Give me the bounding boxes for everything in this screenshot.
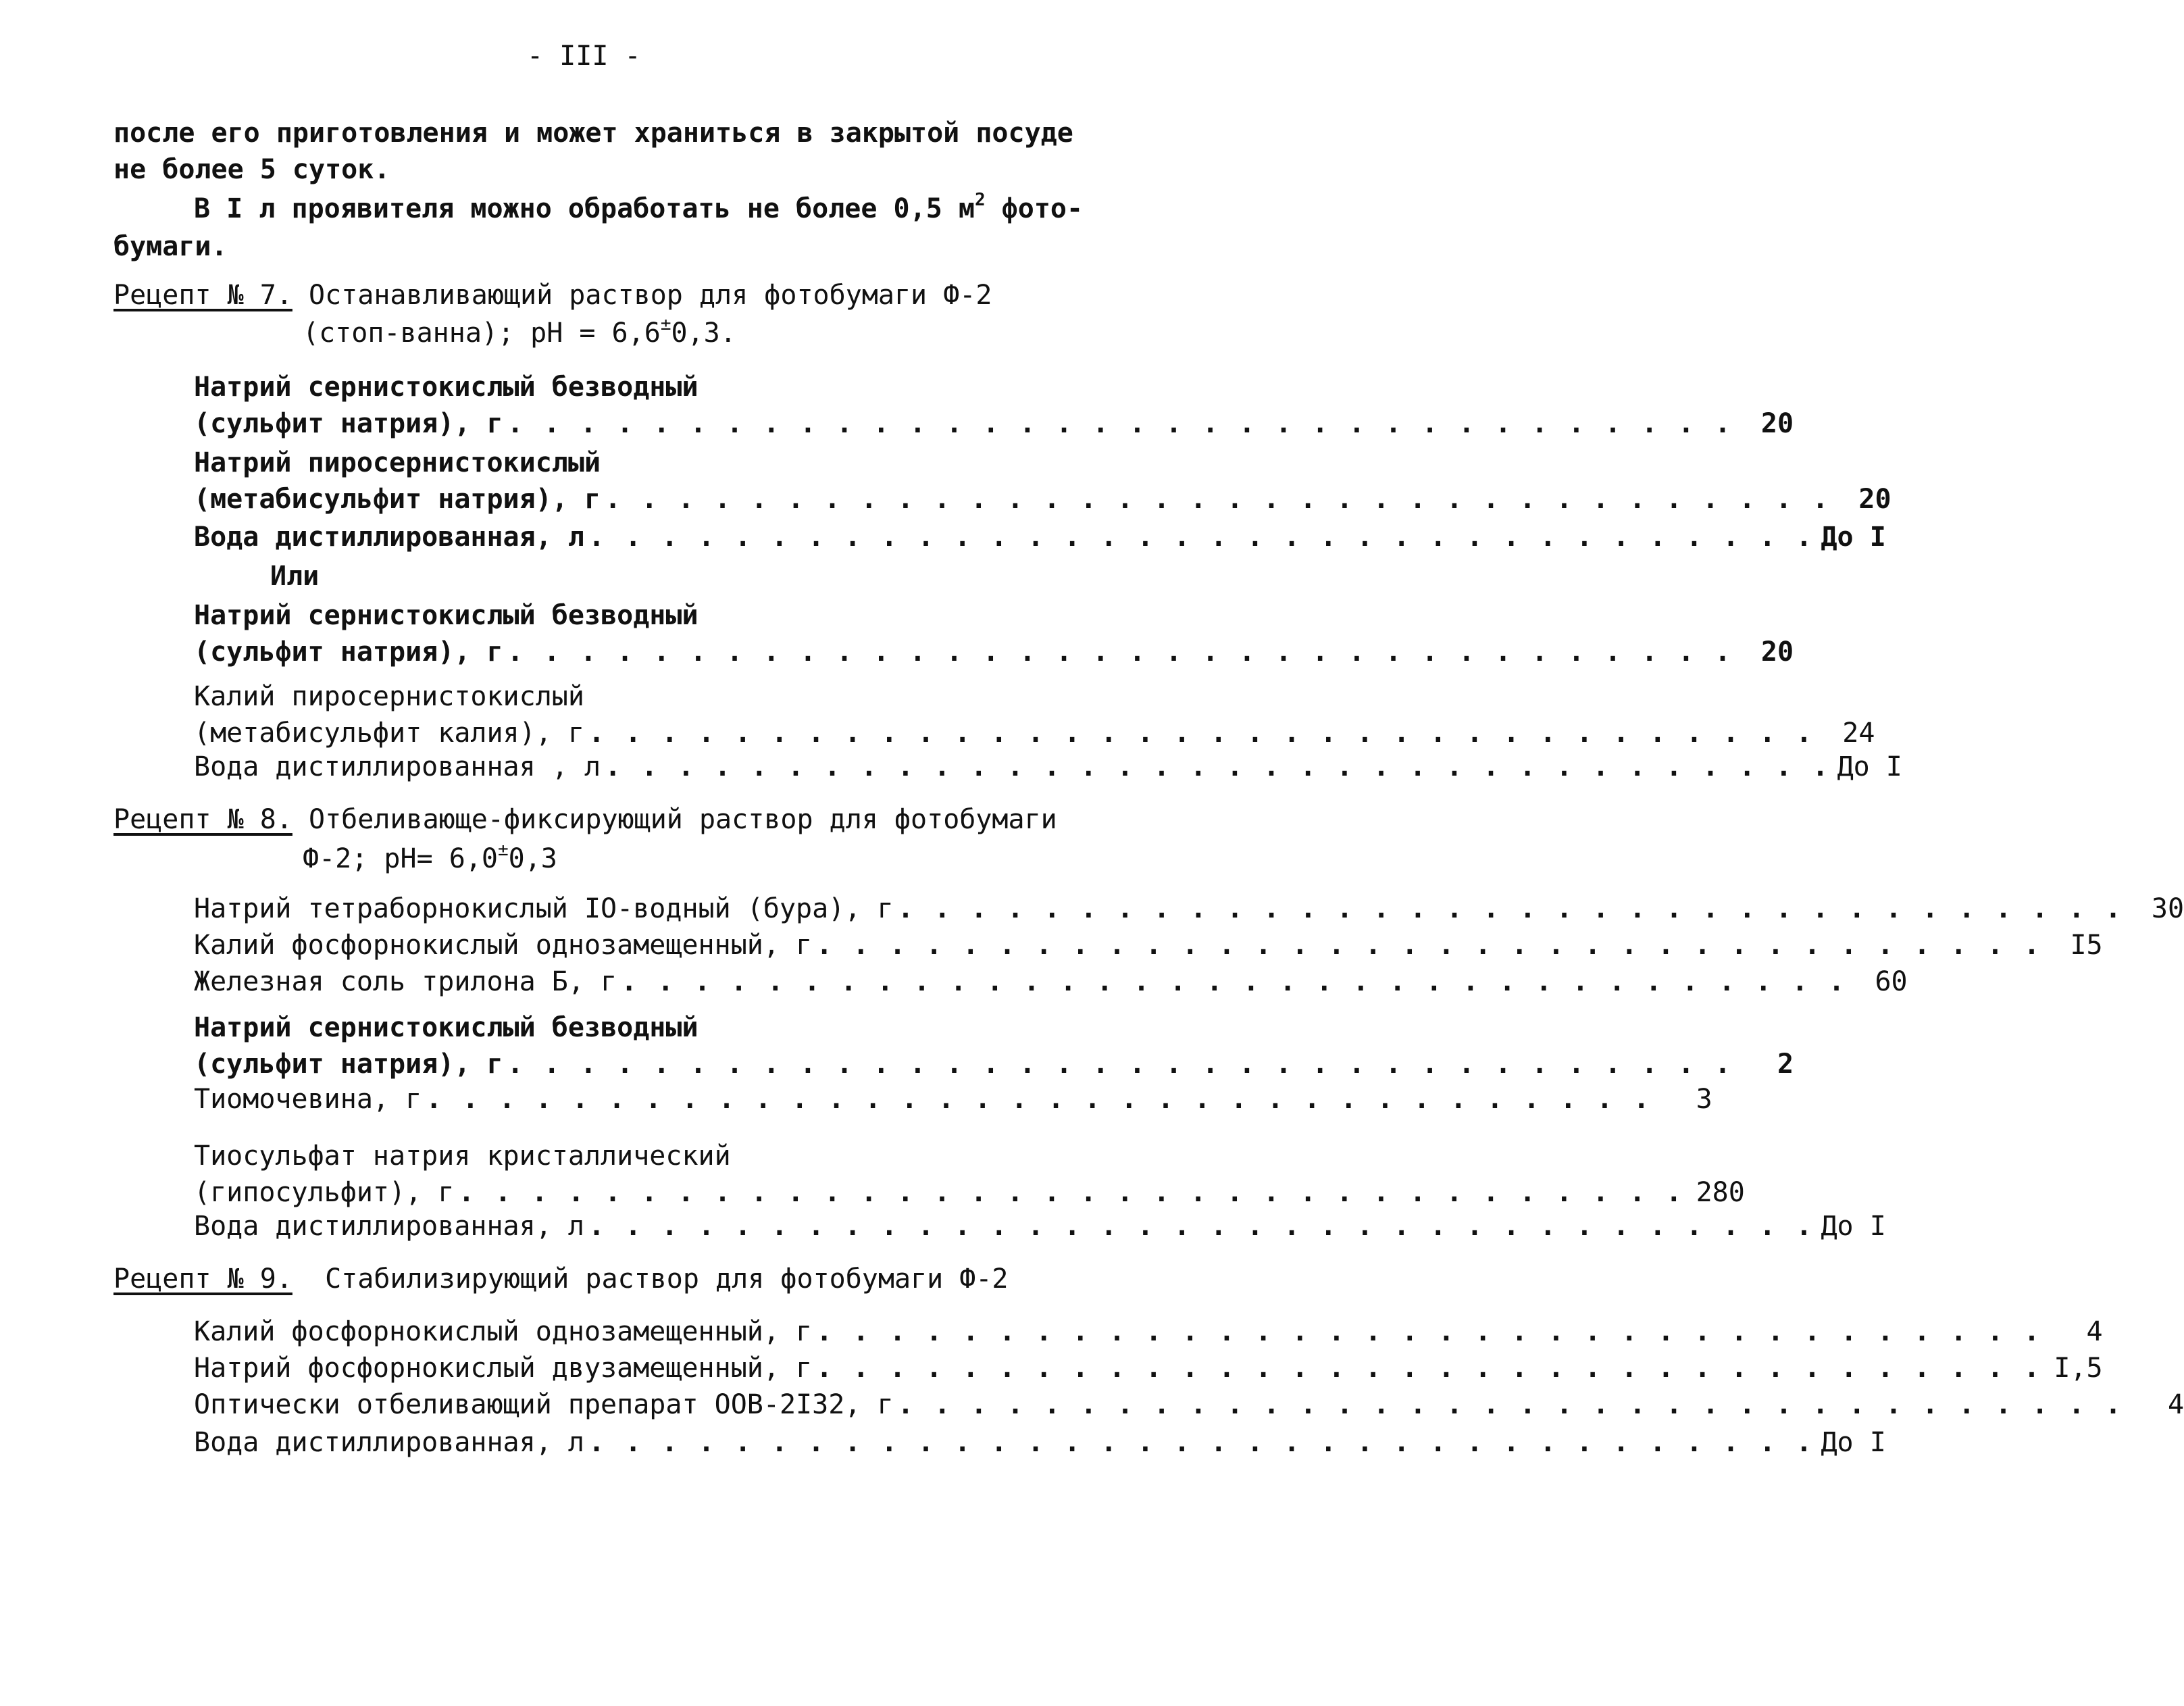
recipe-8-item xyxy=(194,963,1908,1000)
item-value: До I xyxy=(1821,1427,1886,1458)
item-name-line: Натрий пиросернистокислый xyxy=(194,447,601,478)
recipe-8-label: Рецепт № 8. xyxy=(113,804,293,835)
recipe-9-item xyxy=(194,1350,2103,1386)
item-value: 20 xyxy=(1858,484,1891,515)
intro-line-3 xyxy=(194,191,1083,227)
item-name: (сульфит натрия), г xyxy=(194,636,503,668)
recipe-9-item xyxy=(194,1313,2103,1350)
recipe-8-item xyxy=(194,890,2184,927)
recipe-8-heading xyxy=(113,801,1057,838)
leader-dots: . . . . . . . . . . . . . . . . . . . . . . . . . . . . . . . . . . xyxy=(588,718,1814,749)
recipe-8-title: Отбеливающе-фиксирующий раствор для фотобумаги xyxy=(292,804,1057,835)
leader-dots: . . . . . . . . . . . . . . . . . . . . . . . . . . . . . . . . . . xyxy=(588,522,1814,553)
recipe-7-item xyxy=(194,519,1886,555)
item-name: Натрий фосфорнокислый двузамещенный, г xyxy=(194,1353,813,1384)
recipe-9-heading xyxy=(113,1261,1009,1297)
item-value: I,5 xyxy=(2054,1353,2103,1384)
leader-dots: . . . . . . . . . . . . . . . . . . . . . . . . . . . . . . . . . . xyxy=(458,1177,1684,1208)
item-value: 3 xyxy=(1696,1084,1712,1115)
recipe-9-label: Рецепт № 9. xyxy=(113,1263,293,1295)
item-name: (гипосульфит), г xyxy=(194,1177,455,1208)
leader-dots: . . . . . . . . . . . . . . . . . . . . . . . . . . . . . . . . . . xyxy=(507,408,1733,439)
leader-dots: . . . . . . . . . . . . . . . . . . . . . . . . . . . . . . . . . . xyxy=(605,484,1831,515)
item-name: (метабисульфит натрия), г xyxy=(194,484,601,515)
recipe-9-item xyxy=(194,1386,2184,1423)
recipe-7-subtitle-end: 0,3. xyxy=(671,318,736,349)
recipe-9-item xyxy=(194,1424,1886,1461)
item-name-line: Натрий сернистокислый безводный xyxy=(194,600,699,631)
item-value: 2 xyxy=(1777,1049,1794,1080)
item-name: Натрий тетраборнокислый IO-водный (бура), г xyxy=(194,893,894,924)
intro-line-4: бумаги. xyxy=(113,231,228,262)
item-value: I5 xyxy=(2070,930,2103,961)
recipe-8-subtitle-sup: ± xyxy=(497,840,509,860)
item-name: Железная соль трилона Б, г xyxy=(194,966,617,997)
item-value: 4 xyxy=(2086,1316,2103,1347)
leader-dots: . . . . . . . . . . . . . . . . . . . . . . . . . . . . . . . . . . xyxy=(816,1316,2042,1347)
item-value: До I xyxy=(1837,751,1902,782)
item-value: 60 xyxy=(1875,966,1908,997)
item-value: До I xyxy=(1821,1211,1886,1242)
item-name: Тиомочевина, г xyxy=(194,1084,422,1115)
recipe-8-item xyxy=(194,1208,1886,1245)
leader-dots: . . . . . . . . . . . . . . . . . . . . . . . . . . . . . . . . . . xyxy=(507,636,1733,668)
item-value: 4 xyxy=(2167,1389,2184,1420)
leader-dots: . . . . . . . . . . . . . . . . . . . . . . . . . . . . . . . . . . xyxy=(588,1427,1814,1458)
leader-dots: . . . . . . . . . . . . . . . . . . . . . . . . . . . . . . . . . . xyxy=(621,966,1847,997)
leader-dots: . . . . . . . . . . . . . . . . . . . . . . . . . . . . . . . . . . xyxy=(816,930,2042,961)
item-name: Калий фосфорнокислый однозамещенный, г xyxy=(194,930,813,961)
recipe-7-alt-item xyxy=(194,678,1875,751)
leader-dots: . . . . . . . . . . . . . . . . . . . . . . . . . . . . . . . . . . xyxy=(588,1211,1814,1242)
recipe-7-subtitle xyxy=(303,315,736,351)
or-label: Или xyxy=(270,561,320,592)
item-name: Оптически отбеливающий препарат ООВ-2I32, г xyxy=(194,1389,894,1420)
recipe-8-item xyxy=(194,1081,1712,1118)
leader-dots: . . . . . . . . . . . . . . . . . . . . . . . . . . . . . . . . . . xyxy=(605,751,1831,782)
item-name: (сульфит натрия), г xyxy=(194,1049,503,1080)
page-number: - III - xyxy=(527,41,641,72)
item-value: 20 xyxy=(1760,636,1794,668)
item-name-line: Натрий сернистокислый безводный xyxy=(194,372,699,403)
recipe-8-subtitle-end: 0,3 xyxy=(508,843,557,874)
item-value: 280 xyxy=(1696,1177,1745,1208)
leader-dots: . . . . . . . . . . . . . . . . . . . . . . . . . . . . . . . . . . xyxy=(897,1389,2124,1420)
item-name-line: Тиосульфат натрия кристаллический xyxy=(194,1140,731,1172)
leader-dots: . . . . . . . . . . . . . . . . . . . . . . . . . . . . . . . . . . xyxy=(897,893,2124,924)
recipe-7-item xyxy=(194,445,1891,518)
leader-dots: . . . . . . . . . . . . . . . . . . . . . . . . . . . . . . . . . . xyxy=(816,1353,2042,1384)
recipe-7-title: Останавливающий раствор для фотобумаги Ф-2 xyxy=(292,280,992,311)
intro-line-2: не более 5 суток. xyxy=(113,154,390,185)
intro-line-3-sup: 2 xyxy=(974,190,986,210)
item-value: 24 xyxy=(1842,718,1875,749)
leader-dots: . . . . . . . . . . . . . . . . . . . . . . . . . . . . . . . . . . xyxy=(507,1049,1733,1080)
intro-line-3-text: В I л проявителя можно обработать не более 0,5 м xyxy=(194,193,975,224)
item-name-line: Натрий сернистокислый безводный xyxy=(194,1012,699,1043)
item-value: До I xyxy=(1821,522,1886,553)
item-name-line: Калий пиросернистокислый xyxy=(194,681,584,712)
recipe-8-subtitle-text: Ф-2; рН= 6,0 xyxy=(303,843,498,874)
intro-line-3-end: фото- xyxy=(985,193,1084,224)
recipe-9-title: Стабилизирующий раствор для фотобумаги Ф-2 xyxy=(292,1263,1009,1295)
item-name: Вода дистиллированная, л xyxy=(194,1211,584,1242)
item-name: Калий фосфорнокислый однозамещенный, г xyxy=(194,1316,813,1347)
recipe-7-alt-item xyxy=(194,597,1794,670)
recipe-7-label: Рецепт № 7. xyxy=(113,280,293,311)
recipe-8-subtitle xyxy=(303,841,557,877)
recipe-7-heading xyxy=(113,277,992,313)
recipe-8-item xyxy=(194,927,2103,963)
leader-dots: . . . . . . . . . . . . . . . . . . . . . . . . . . . . . . . . . . xyxy=(426,1084,1652,1115)
item-name: (метабисульфит калия), г xyxy=(194,718,584,749)
item-name: (сульфит натрия), г xyxy=(194,408,503,439)
item-name: Вода дистиллированная, л xyxy=(194,522,584,553)
recipe-8-item xyxy=(194,1138,1745,1211)
item-value: 30 xyxy=(2151,893,2184,924)
intro-line-1: после его приготовления и может храниться в закрытой посуде xyxy=(113,118,1073,149)
item-value: 20 xyxy=(1760,408,1794,439)
recipe-7-item xyxy=(194,369,1794,442)
item-name: Вода дистиллированная, л xyxy=(194,1427,584,1458)
recipe-7-subtitle-text: (стоп-ванна); рН = 6,6 xyxy=(303,318,661,349)
recipe-7-alt-item xyxy=(194,749,1902,785)
recipe-7-subtitle-sup: ± xyxy=(660,314,671,334)
item-name: Вода дистиллированная , л xyxy=(194,751,601,782)
recipe-8-item xyxy=(194,1009,1794,1082)
